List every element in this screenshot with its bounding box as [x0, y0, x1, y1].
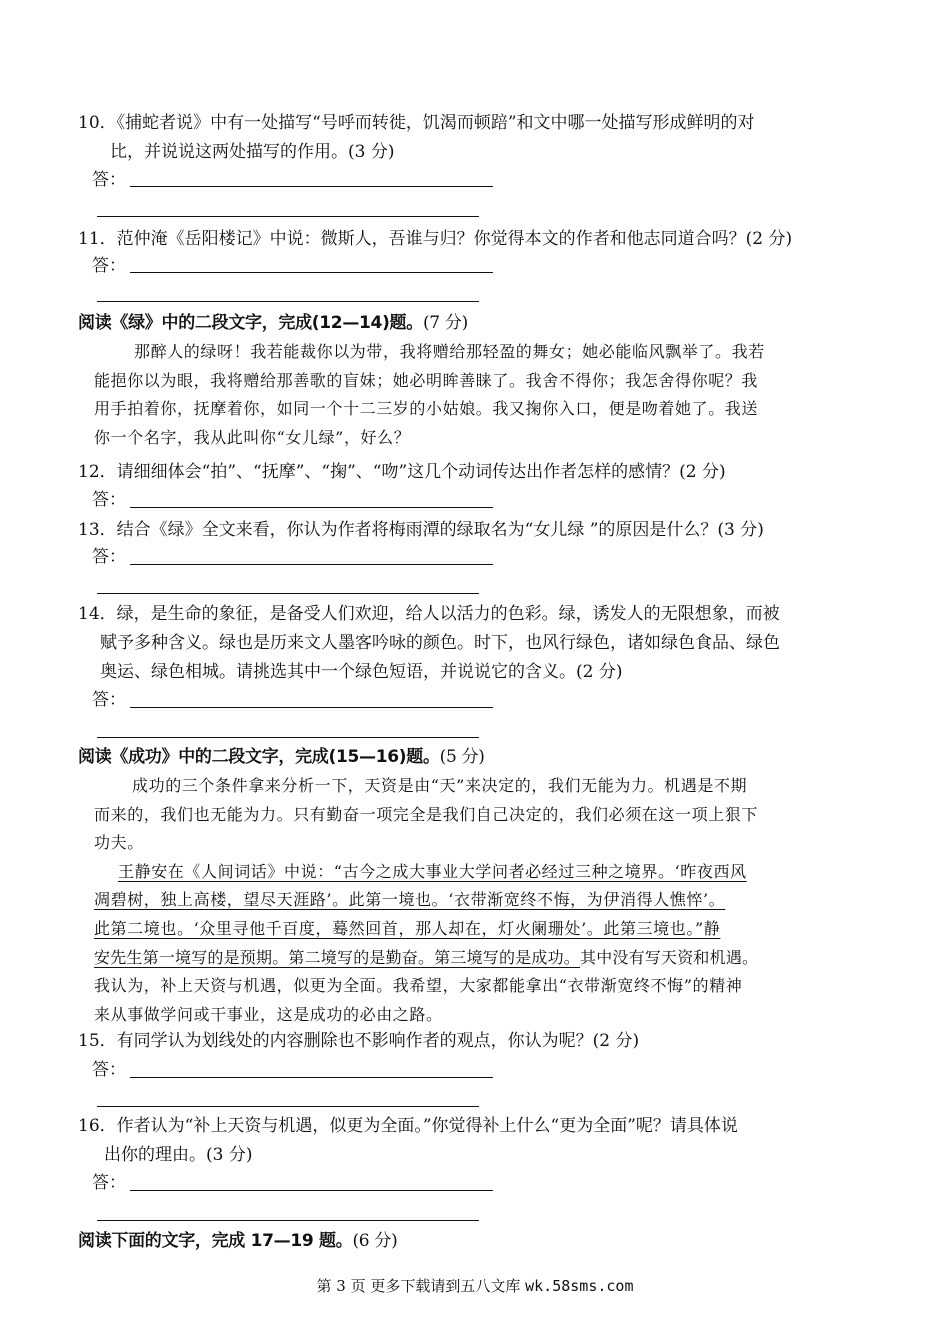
- question-number: 13．: [78, 520, 117, 540]
- answer-label: 答：: [92, 490, 126, 510]
- section-points: (5 分): [439, 747, 485, 767]
- question-text-line: 结合《绿》全文来看，你认为作者将梅雨潭的绿取名为“女儿绿 ”的原因是什么？(3 分): [116, 520, 764, 540]
- passage-chenggong: [94, 772, 870, 1029]
- answer-line[interactable]: [130, 507, 493, 508]
- passage-line: 能挹你以为眼，我将赠给那善歌的盲妹；她必明眸善睐了。我舍不得你；我怎舍得你呢？我: [94, 370, 759, 390]
- answer-line[interactable]: [130, 272, 493, 273]
- footer-site-link[interactable]: wk.58sms.com: [525, 1277, 634, 1295]
- question-12: [78, 458, 878, 487]
- passage-line: 功夫。: [94, 833, 144, 853]
- section-heading-chenggong: [78, 745, 485, 769]
- answer-line[interactable]: [130, 186, 493, 187]
- question-number: 10．: [78, 113, 117, 133]
- passage-line: 来从事做学问或干事业，这是成功的必由之路。: [94, 1004, 443, 1024]
- question-text-line: 出你的理由。(3 分): [104, 1145, 253, 1165]
- underlined-passage-line: 安先生第一境写的是预期。第二境写的是勤奋。第三境写的是成功。其中没有写天资和机遇。: [94, 947, 759, 967]
- passage-line: 我认为，补上天资与机遇，似更为全面。我希望，大家都能拿出“衣带渐宽终不悔”的精神: [94, 976, 743, 996]
- question-text-line: 奥运、绿色相城。请挑选其中一个绿色短语，并说说它的含义。(2 分): [100, 662, 623, 682]
- answer-label: 答：: [92, 690, 126, 710]
- section-heading-text: 阅读《绿》中的二段文字，完成(12—14)题。: [78, 313, 423, 333]
- answer-line[interactable]: [130, 707, 493, 708]
- question-14: [78, 600, 878, 687]
- question-number: 12．: [78, 462, 117, 482]
- question-11: [78, 225, 878, 254]
- question-text-line: 请细细体会“拍”、“抚摩”、“掬”、“吻”这几个动词传达出作者怎样的感情？(2 分): [116, 462, 726, 482]
- section-heading-lv: [78, 311, 468, 335]
- question-10: [78, 109, 878, 167]
- answer-line[interactable]: [97, 301, 479, 302]
- section-heading-text: 阅读《成功》中的二段文字，完成(15—16)题。: [78, 747, 440, 767]
- question-text-line: 绿，是生命的象征，是备受人们欢迎，给人以活力的色彩。绿，诱发人的无限想象，而被: [116, 604, 780, 624]
- passage-lv: [94, 338, 866, 452]
- answer-label: 答：: [92, 170, 126, 190]
- section-heading-text: 阅读下面的文字，完成 17—19 题。: [78, 1231, 353, 1251]
- question-number: 16．: [78, 1116, 117, 1136]
- question-text-line: 有同学认为划线处的内容删除也不影响作者的观点，你认为呢？(2 分): [116, 1031, 640, 1051]
- question-text-line: 《捕蛇者说》中有一处描写“号呼而转徙，饥渴而顿踣”和文中哪一处描写形成鲜明的对: [116, 113, 755, 133]
- answer-line[interactable]: [97, 216, 479, 217]
- passage-line: 用手拍着你，抚摩着你，如同一个十二三岁的小姑娘。我又掬你入口，便是吻着她了。我送: [94, 399, 759, 419]
- underlined-passage-line: 王静安在《人间词话》中说：“古今之成大事业大学问者必经过三种之境界。‘昨夜西风: [118, 861, 747, 881]
- question-number: 15．: [78, 1031, 117, 1051]
- passage-line: 那醉人的绿呀！我若能裁你以为带，我将赠给那轻盈的舞女；她必能临风飘举了。我若: [134, 342, 765, 361]
- question-text-line: 范仲淹《岳阳楼记》中说：微斯人，吾谁与归？你觉得本文的作者和他志同道合吗？(2 分): [116, 229, 793, 249]
- answer-line[interactable]: [97, 1106, 479, 1107]
- question-number: 11．: [78, 229, 117, 249]
- answer-line[interactable]: [97, 1220, 479, 1221]
- question-15: [78, 1027, 878, 1056]
- answer-line[interactable]: [130, 564, 493, 565]
- section-points: (7 分): [422, 313, 468, 333]
- question-16: [78, 1112, 878, 1170]
- question-number: 14．: [78, 604, 117, 624]
- answer-label: 答：: [92, 256, 126, 276]
- passage-line: 你一个名字，我从此叫你“女儿绿”，好么？: [94, 427, 411, 447]
- passage-line: 成功的三个条件拿来分析一下，天资是由“天”来决定的，我们无能为力。机遇是不期: [132, 776, 748, 795]
- question-13: [78, 516, 878, 545]
- answer-label: 答：: [92, 1173, 126, 1193]
- underlined-passage-line: 此第二境也。‘众里寻他千百度，蓦然回首，那人却在，灯火阑珊处’。此第三境也。”静: [94, 918, 721, 938]
- passage-line: 而来的，我们也无能为力。只有勤奋一项完全是我们自己决定的，我们必须在这一项上狠下: [94, 804, 759, 824]
- question-text-line: 作者认为“补上天资与机遇，似更为全面。”你觉得补上什么“更为全面”呢？请具体说: [116, 1116, 738, 1136]
- answer-label: 答：: [92, 1060, 126, 1080]
- underlined-passage-line: 凋碧树，独上高楼，望尽天涯路’。此第一境也。‘衣带渐宽终不悔，为伊消得人憔悴’。: [94, 890, 726, 910]
- answer-label: 答：: [92, 547, 126, 567]
- footer-text: 第 3 页 更多下载请到五八文库: [316, 1277, 521, 1295]
- question-text-line: 赋予多种含义。绿也是历来文人墨客吟咏的颜色。时下，也风行绿色，诸如绿色食品、绿色: [100, 633, 780, 653]
- section-points: (6 分): [352, 1231, 398, 1251]
- answer-line[interactable]: [130, 1077, 493, 1078]
- passage-tail: 其中没有写天资和机遇。: [580, 947, 759, 967]
- answer-line[interactable]: [97, 593, 479, 594]
- question-text-line: 比，并说说这两处描写的作用。(3 分): [110, 142, 395, 162]
- answer-line[interactable]: [97, 737, 479, 738]
- page-footer: [0, 1276, 950, 1296]
- section-heading-next: [78, 1229, 397, 1253]
- answer-line[interactable]: [130, 1190, 493, 1191]
